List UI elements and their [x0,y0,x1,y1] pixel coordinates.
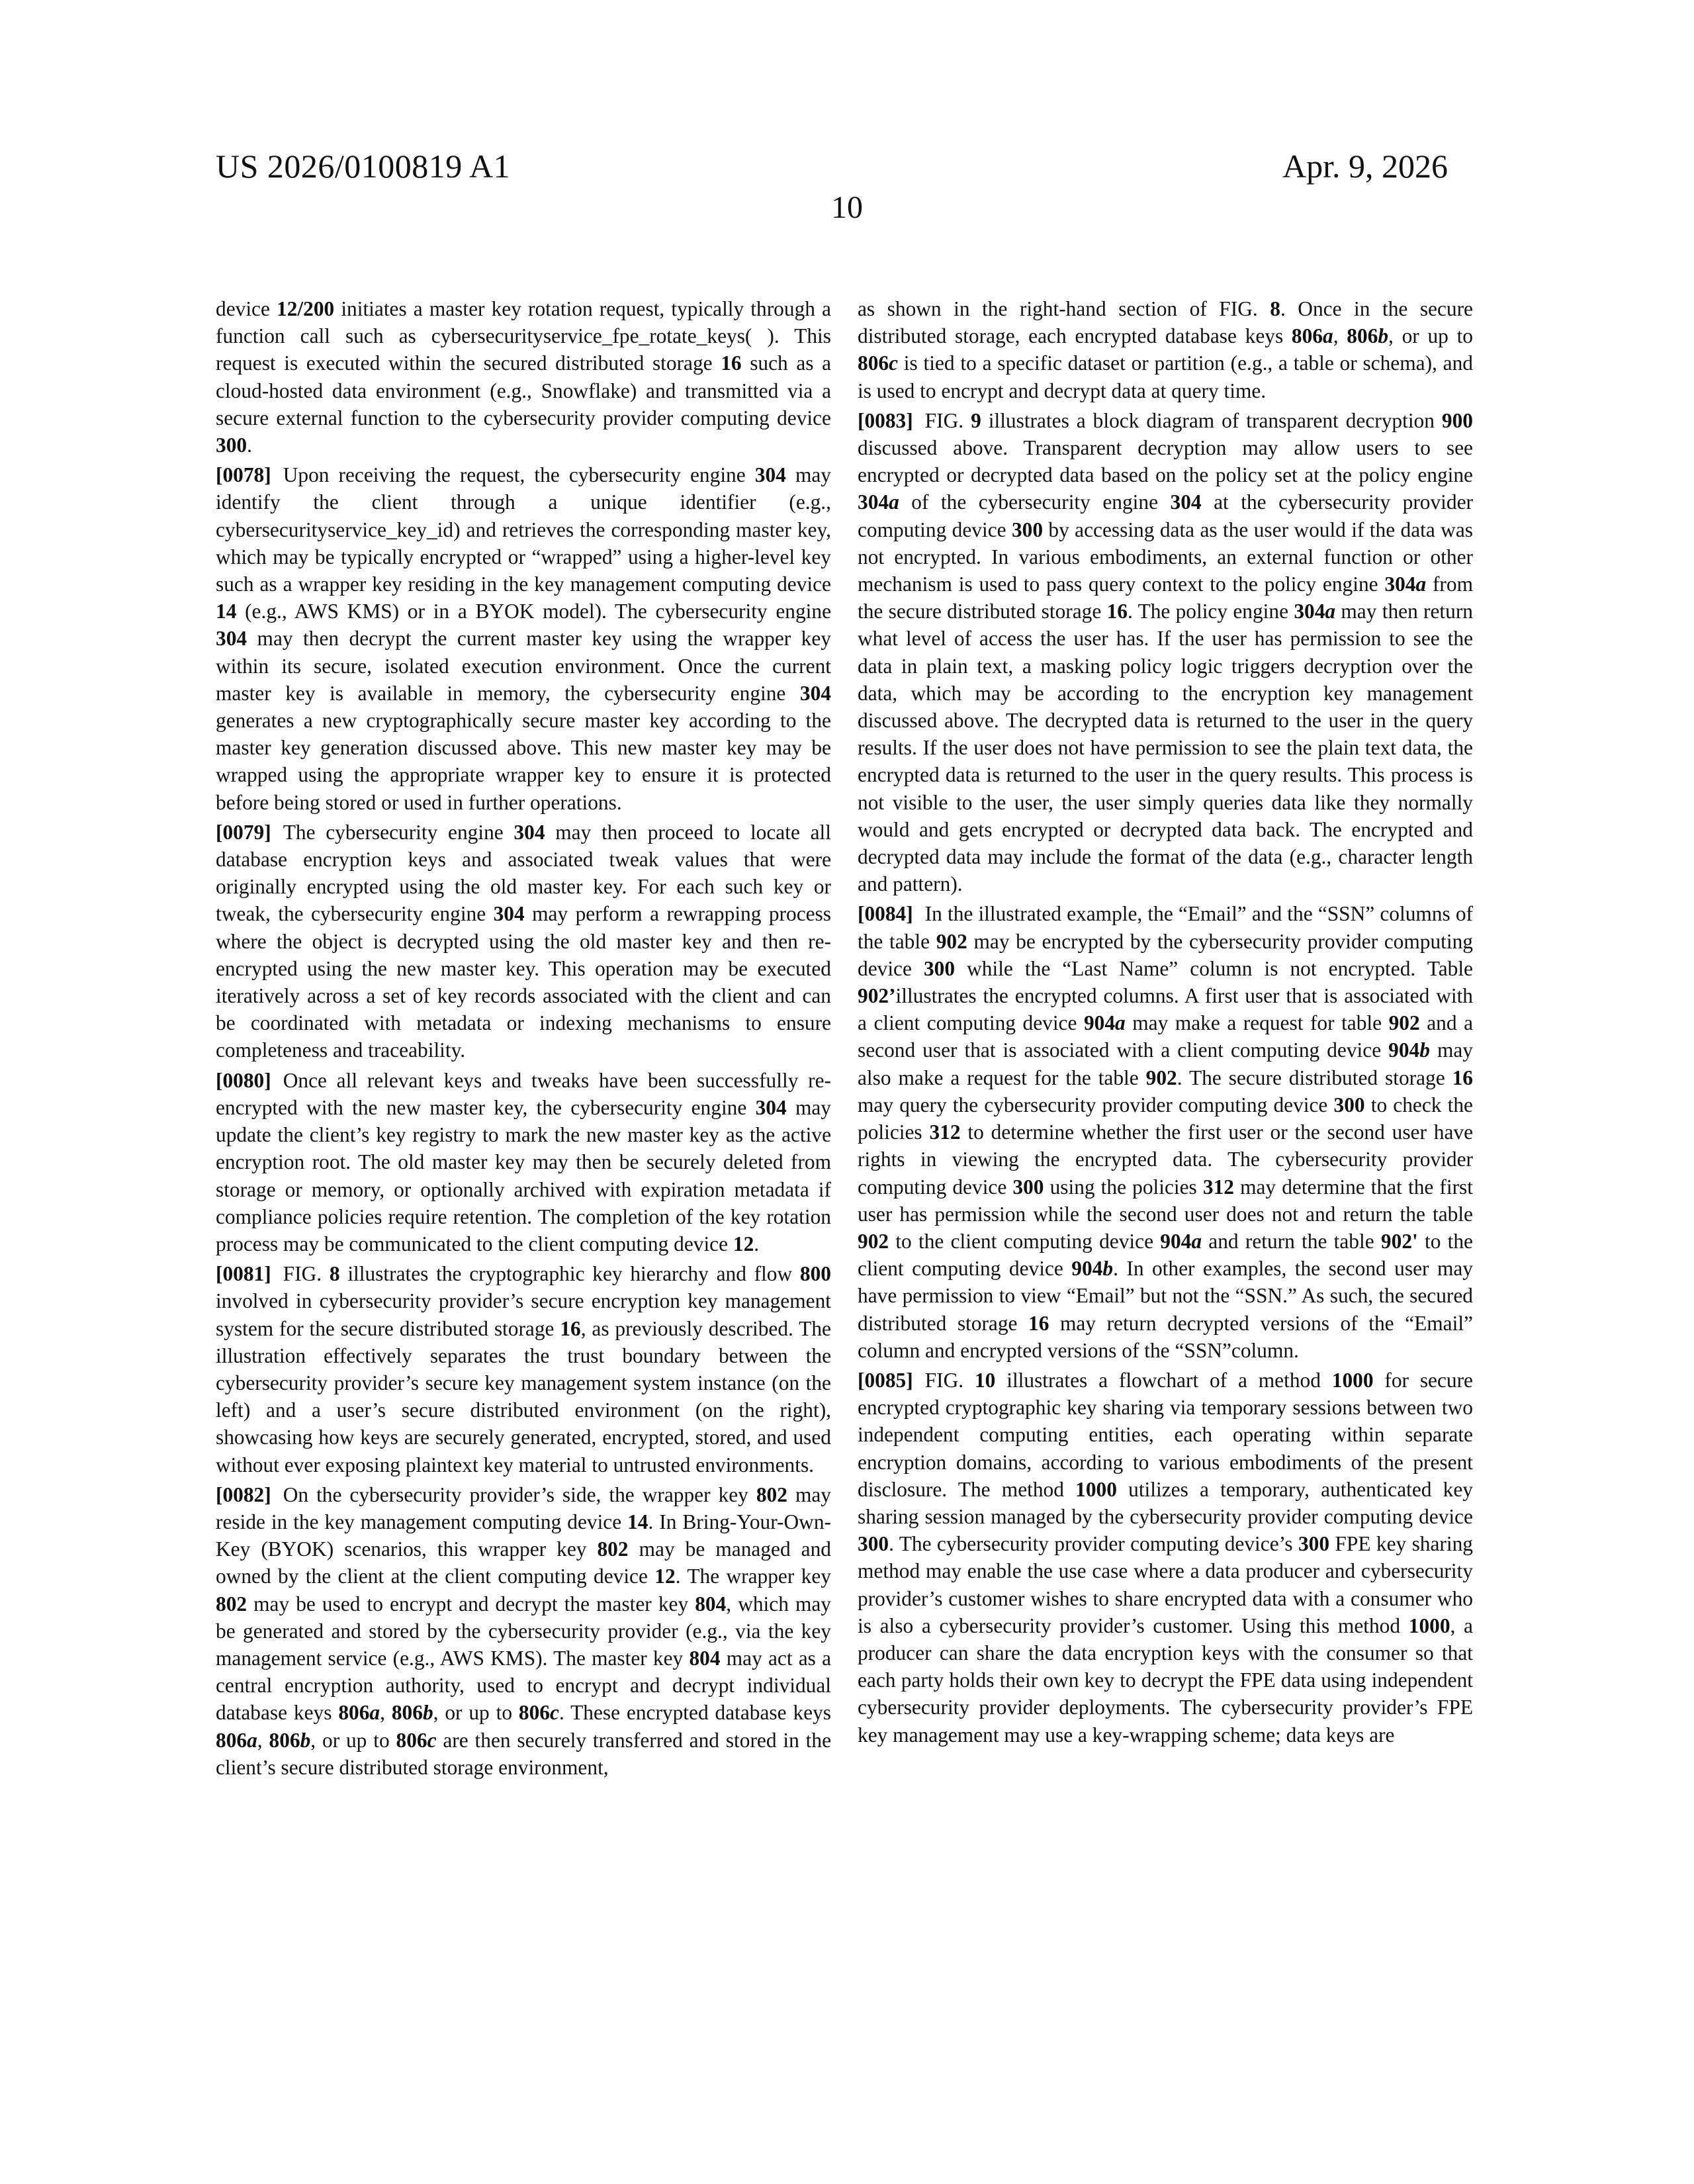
paragraph [216,295,831,459]
paragraph-text: . In other examples, the second user may have permission to view “Email” but not the “SSN.” As such, the secured distributed storage [858,1257,1473,1335]
reference-numeral: 14 [216,600,237,623]
reference-numeral: 904 [1160,1229,1192,1253]
paragraph-text: may then decrypt the current master key using the wrapper key within its secure, isolated execution environment. Once the current master key is available in memory, the cybersecurity engine [216,627,831,705]
reference-numeral: a [1115,1011,1126,1035]
paragraph-text: may reside in the key management computing device [216,1482,831,1533]
paragraph-text: utilizes a temporary, authenticated key sharing session managed by the cybersecurity provider computing device [858,1477,1473,1528]
reference-numeral: 900 [1441,408,1473,432]
paragraph-text: from the secure distributed storage [858,572,1473,623]
reference-numeral: b [422,1701,433,1725]
reference-numeral: 300 [858,1532,889,1556]
paragraph-text: . [754,1232,760,1255]
paragraph-text: (e.g., AWS KMS) or in a BYOK model). The cybersecurity engine [236,600,831,623]
reference-numeral: 16 [1452,1066,1473,1089]
paragraph-text: , which may be generated and stored by the cybersecurity provider (e.g., via the key management service (e.g., AWS KMS). The master key [216,1592,832,1670]
reference-numeral: 806 [269,1728,300,1752]
paragraph-text: , or up to [310,1728,396,1752]
reference-numeral: 802 [756,1482,787,1506]
reference-numeral: 806 [518,1701,550,1725]
paragraph [216,1260,831,1479]
paragraph-text: may identify the client through a unique identifier (e.g., cybersecurityservice_key_id) and retrieves the corresponding master key, which may be typically encrypted or “wrapped” using a higher-level key such as a wrapper key residing in the key management computing device [216,463,831,596]
paragraph-text: may return decrypted versions of the “Email” column and encrypted versions of the “SSN”column. [858,1311,1473,1362]
reference-numeral: 902' [1380,1229,1418,1253]
paragraph-text: may be managed and owned by the client at the client computing device [216,1537,831,1588]
reference-numeral: 902’ [858,984,896,1008]
reference-numeral: 904 [1388,1038,1420,1062]
reference-numeral: 806 [338,1701,370,1725]
reference-numeral: 806 [216,1728,247,1752]
paragraph-number: [0080] [216,1068,271,1092]
reference-numeral: a [1191,1229,1202,1253]
paragraph-text: may perform a rewrapping process where the object is decrypted using the old master key and then re-encrypted using the new master key. This operation may be executed iteratively across a set of key records associated with the client and can be coordinated with metadata or indexing mechanisms to ensure completeness and traceability. [216,902,831,1062]
reference-numeral: 304 [1294,600,1325,623]
paragraph-text: , [380,1701,392,1725]
paragraph-text: , a producer can share the data encryption keys with the consumer so that each party holds their own key to decrypt the FPE data using independent cybersecurity provider deployments. The cybersecurity provider’s FPE key management may use a key-wrapping scheme; data keys are [858,1614,1473,1747]
paragraph-text: , as previously described. The illustration effectively separates the trust boundary between the cybersecurity provider’s secure key management system instance (on the left) and a user’s secure distributed environment (on the right), showcasing how keys are securely generated, encrypted, stored, and used without ever exposing plaintext key material to untrusted environments. [216,1316,831,1477]
reference-numeral: 312 [929,1120,961,1144]
paragraph-number: [0078] [216,463,271,487]
reference-numeral: 1000 [1408,1614,1450,1637]
paragraph-text: device [216,297,277,320]
paragraph-text: and a second user that is associated with a client computing device [858,1011,1474,1062]
paragraph-text: FIG. [283,1262,330,1286]
reference-numeral: 300 [1298,1532,1330,1556]
reference-numeral: 9 [971,408,981,432]
paragraph-text: as shown in the right-hand section of FIG. [858,297,1270,320]
paragraph-number: [0079] [216,820,271,844]
paragraph [216,1067,831,1257]
paragraph-number: [0083] [858,408,913,432]
paragraph-text: illustrates the cryptographic key hierarchy and flow [339,1262,800,1286]
paragraph [216,461,831,816]
paragraph-text: , or up to [1388,324,1473,348]
reference-numeral: 304 [493,902,525,926]
paragraph-text: to the client computing device [889,1229,1161,1253]
paragraph-text: FIG. [924,408,971,432]
reference-numeral: 12/200 [277,297,335,320]
reference-numeral: 304 [216,627,247,651]
paragraph-text: and return the table [1202,1229,1381,1253]
paragraph-number: [0084] [858,902,913,926]
paragraph-text: may determine that the first user has permission while the second user does not and return the table [858,1175,1473,1226]
paragraph-text: to determine whether the first user or the second user have rights in viewing the encrypted data. The cybersecurity provider computing device [858,1120,1474,1199]
paragraph-text: Once all relevant keys and tweaks have been successfully re-encrypted with the new master key, the cybersecurity engine [216,1068,831,1119]
reference-numeral: 1000 [1331,1368,1374,1392]
paragraph-text: may act as a central encryption authority, used to encrypt and decrypt individual database keys [216,1646,831,1725]
publication-number: US 2026/0100819 A1 [216,148,511,185]
reference-numeral: 800 [799,1262,831,1286]
reference-numeral: 806 [1347,324,1378,348]
reference-numeral: 304 [799,681,831,705]
paragraph-text: , or up to [433,1701,519,1725]
paragraph-text: . The secure distributed storage [1177,1066,1452,1089]
paragraph-text: FPE key sharing method may enable the use case where a data producer and cybersecurity provider’s customer wishes to share encrypted data with a consumer who is also a cybersecurity provider’s customer. Using this method [858,1532,1473,1637]
paragraph-text: to the client computing device [858,1229,1473,1281]
paragraph-text: may then proceed to locate all database encryption keys and associated tweak values that were originally encrypted using the old master key. For each such key or tweak, the cybersecurity engine [216,820,831,926]
paragraph-text: . The wrapper key [675,1565,831,1588]
paragraph-text: , [257,1728,269,1752]
reference-numeral: b [1419,1038,1430,1062]
right-column [858,295,1473,1751]
paragraph-number: [0082] [216,1482,271,1506]
paragraph-text: is tied to a specific dataset or partition (e.g., a table or schema), and is used to encrypt and decrypt data at query time. [858,351,1473,402]
paragraph-text: may also make a request for the table [858,1038,1473,1089]
reference-numeral: 304 [858,490,889,514]
paragraph-text: FIG. [924,1368,975,1392]
paragraph-text: illustrates the encrypted columns. A first user that is associated with a client computing device [858,984,1473,1035]
reference-numeral: 8 [329,1262,340,1286]
paragraph-text: discussed above. Transparent decryption may allow users to see encrypted or decrypted data based on the policy set at the policy engine [858,436,1473,487]
paragraph [858,1367,1473,1749]
paragraph-text: for secure encrypted cryptographic key sharing via temporary sessions between two independent computing entities, each operating within separate encryption domains, according to various embodiments of the present disclosure. The method [858,1368,1473,1501]
reference-numeral: 804 [695,1592,727,1615]
paragraph-text: illustrates a flowchart of a method [995,1368,1332,1392]
paragraph-text: On the cybersecurity provider’s side, the wrapper key [283,1482,756,1506]
reference-numeral: a [247,1728,257,1752]
paragraph-text: may update the client’s key registry to mark the new master key as the active encryption root. The old master key may then be securely deleted from storage or memory, or optionally archived with expiration metadata if compliance policies require retention. The completion of the key rotation process may be communicated to the client computing device [216,1095,831,1255]
paragraph-text: may be encrypted by the cybersecurity provider computing device [858,929,1473,980]
reference-numeral: 304 [754,463,786,487]
reference-numeral: c [889,351,899,375]
reference-numeral: 10 [974,1368,996,1392]
reference-numeral: b [300,1728,311,1752]
paragraph-number: [0081] [216,1262,271,1286]
reference-numeral: a [1322,324,1333,348]
paragraph-text: The cybersecurity engine [283,820,514,844]
reference-numeral: b [1102,1257,1114,1281]
paragraph-text: illustrates a block diagram of transparent decryption [981,408,1442,432]
reference-numeral: 14 [627,1510,648,1533]
paragraph-text: may then return what level of access the user has. If the user has permission to see the data in plain text, a masking policy logic triggers decryption over the data, which may be according to the encryption key management discussed above. The decrypted data is returned to the user in the query results. If the user does not have permission to see the plain text data, the encrypted data is returned to the user in the query results. This process is not visible to the user, the user simply queries data like they normally would and gets encrypted or decrypted data back. The encrypted and decrypted data may include the format of the data (e.g., character length and pattern). [858,600,1473,896]
paragraph-text: may be used to encrypt and decrypt the master key [247,1592,695,1615]
paragraph-text: are then securely transferred and stored in the client’s secure distributed storage environment, [216,1728,831,1779]
reference-numeral: 806 [391,1701,423,1725]
reference-numeral: 1000 [1075,1477,1117,1501]
paragraph [858,900,1473,1363]
reference-numeral: 300 [923,956,956,980]
reference-numeral: c [550,1701,559,1725]
paragraph-text: by accessing data as the user would if the data was not encrypted. In various embodiments, an external function or other mechanism is used to pass query context to the policy engine [858,518,1474,596]
paragraph-text: using the policies [1044,1175,1203,1199]
paragraph-text: initiates a master key rotation request, typically through a function call such as cybersecurityservice_fpe_rotate_keys( ). This request is executed within the secured distributed storage [216,297,831,375]
reference-numeral: 16 [560,1316,581,1340]
paragraph-text: . The policy engine [1127,600,1294,623]
reference-numeral: 304 [755,1095,787,1119]
paragraph-text: Upon receiving the request, the cybersecurity engine [283,463,755,487]
paragraph [216,1481,831,1781]
reference-numeral: 300 [1011,518,1044,541]
paragraph-text: involved in cybersecurity provider’s secure encryption key management system for the secure distributed storage [216,1289,831,1340]
paragraph-number: [0085] [858,1368,913,1392]
reference-numeral: 312 [1202,1175,1234,1199]
reference-numeral: 300 [216,433,247,457]
paragraph [858,407,1473,898]
reference-numeral: 904 [1083,1011,1116,1035]
reference-numeral: 902 [858,1229,889,1253]
reference-numeral: 806 [858,351,889,375]
reference-numeral: 16 [1028,1311,1049,1335]
paragraph-text: . In Bring-Your-Own-Key (BYOK) scenarios, this wrapper key [216,1510,831,1561]
publication-date: Apr. 9, 2026 [1282,148,1448,185]
reference-numeral: 16 [721,351,742,375]
reference-numeral: 12 [733,1232,754,1255]
reference-numeral: 902 [1388,1011,1420,1035]
reference-numeral: 802 [597,1537,629,1561]
reference-numeral: 802 [216,1592,247,1615]
reference-numeral: 804 [689,1646,721,1670]
reference-numeral: 300 [1333,1093,1365,1116]
paragraph-text: . The cybersecurity provider computing device’s [889,1532,1298,1556]
reference-numeral: 304 [1170,490,1202,514]
paragraph-text: . Once in the secure distributed storage, each encrypted database keys [858,297,1473,348]
reference-numeral: 902 [1145,1066,1177,1089]
reference-numeral: 806 [1291,324,1323,348]
paragraph [216,819,831,1064]
paragraph-text: . [247,433,252,457]
reference-numeral: 904 [1071,1257,1103,1281]
page-number: 10 [831,190,863,225]
reference-numeral: a [1415,572,1427,596]
reference-numeral: 806 [396,1728,427,1752]
paragraph-text: In the illustrated example, the “Email” and the “SSN” columns of the table [858,902,1473,953]
reference-numeral: b [1378,324,1389,348]
reference-numeral: 8 [1270,297,1280,320]
reference-numeral: a [369,1701,380,1725]
paragraph-text: of the cybersecurity engine [899,490,1171,514]
reference-numeral: 16 [1106,600,1128,623]
reference-numeral: 300 [1012,1175,1044,1199]
reference-numeral: a [1325,600,1336,623]
paragraph-text: while the “Last Name” column is not encrypted. Table [955,956,1473,980]
paragraph-text: such as a cloud-hosted data environment (e.g., Snowflake) and transmitted via a secure external function to the cybersecurity provider computing device [216,351,832,430]
reference-numeral: 304 [1384,572,1416,596]
paragraph-text: may query the cybersecurity provider computing device [858,1093,1334,1116]
paragraph [858,295,1473,404]
reference-numeral: a [889,490,899,514]
paragraph-text: at the cybersecurity provider computing device [858,490,1473,541]
paragraph-text: , [1333,324,1347,348]
paragraph-text: may make a request for table [1125,1011,1389,1035]
reference-numeral: 902 [936,929,967,953]
left-column [216,295,831,1784]
reference-numeral: 304 [513,820,545,844]
reference-numeral: 12 [654,1565,676,1588]
paragraph-text: . These encrypted database keys [558,1701,831,1725]
paragraph-text: to check the policies [858,1093,1473,1144]
paragraph-text: generates a new cryptographically secure master key according to the master key generation discussed above. This new master key may be wrapped using the appropriate wrapper key to ensure it is protected before being stored or used in further operations. [216,709,831,814]
reference-numeral: c [427,1728,437,1752]
